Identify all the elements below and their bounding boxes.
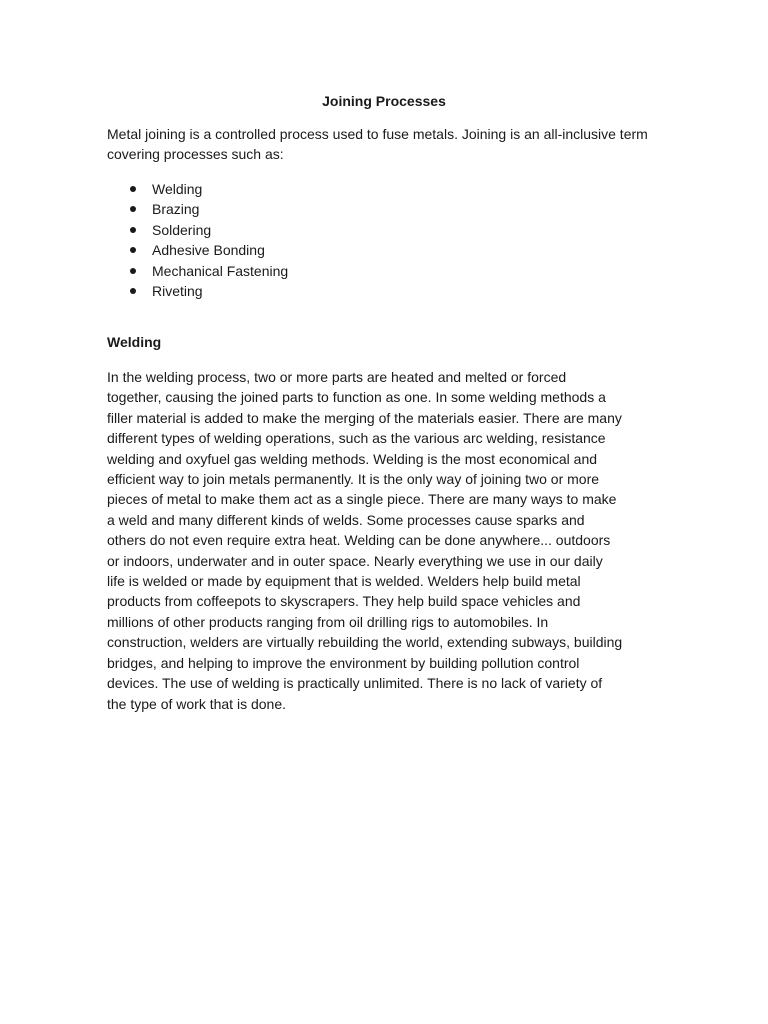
paragraph-line: the type of work that is done.: [107, 695, 286, 712]
paragraph-line: millions of other products ranging from oil drilling rigs to automobiles. In: [107, 613, 549, 630]
document-title: Joining Processes: [322, 93, 446, 109]
bullet-icon: [130, 186, 136, 192]
list-item: [107, 199, 627, 219]
list-item-label: Welding: [152, 181, 203, 197]
list-item: [107, 220, 627, 240]
bullet-icon: [130, 268, 136, 274]
joining-process-list: [107, 179, 627, 301]
list-item: [107, 281, 627, 301]
paragraph-line: life is welded or made by equipment that is welded. Welders help build metal: [107, 573, 581, 590]
list-item: [107, 240, 627, 260]
list-item-label: Mechanical Fastening: [152, 262, 289, 279]
bullet-icon: [130, 206, 136, 212]
paragraph-line: construction, welders are virtually rebuilding the world, extending subways, building: [107, 634, 623, 651]
paragraph-line: different types of welding operations, such as the various arc welding, resistance: [107, 430, 606, 447]
paragraph-line: efficient way to join metals permanently. It is the only way of joining two or more: [107, 471, 600, 488]
paragraph-line: or indoors, underwater and in outer space. Nearly everything we use in our daily: [107, 552, 603, 569]
welding-heading: Welding: [107, 334, 162, 350]
list-item-label: Riveting: [152, 282, 203, 299]
paragraph-line: welding and oxyfuel gas welding methods. Welding is the most economical and: [107, 450, 598, 467]
list-item-label: Soldering: [152, 221, 212, 238]
list-item: [107, 261, 627, 281]
paragraph-line: pieces of metal to make them act as a single piece. There are many ways to make: [107, 491, 617, 508]
paragraph-line: In the welding process, two or more parts are heated and melted or forced: [107, 369, 567, 385]
paragraph-line: products from coffeepots to skyscrapers. They help build space vehicles and: [107, 593, 581, 610]
intro-paragraph: Metal joining is a controlled process used to fuse metals. Joining is an all-inclusive term covering processes such as:: [107, 126, 648, 163]
paragraph-line: devices. The use of welding is practically unlimited. There is no lack of variety of: [107, 675, 603, 692]
bullet-icon: [130, 247, 136, 253]
paragraph-line: others do not even require extra heat. Welding can be done anywhere... outdoors: [107, 532, 611, 549]
paragraph-line: together, causing the joined parts to function as one. In some welding methods a: [107, 389, 606, 406]
list-item-label: Brazing: [152, 201, 200, 218]
paragraph-line: a weld and many different kinds of welds. Some processes cause sparks and: [107, 511, 585, 528]
list-item: [107, 179, 627, 199]
list-item-label: Adhesive Bonding: [152, 242, 265, 259]
bullet-icon: [130, 227, 136, 233]
paragraph-line: bridges, and helping to improve the environment by building pollution control: [107, 654, 580, 671]
welding-paragraph: [107, 367, 667, 714]
bullet-icon: [130, 288, 136, 294]
paragraph-line: filler material is added to make the merging of the materials easier. There are many: [107, 409, 622, 426]
